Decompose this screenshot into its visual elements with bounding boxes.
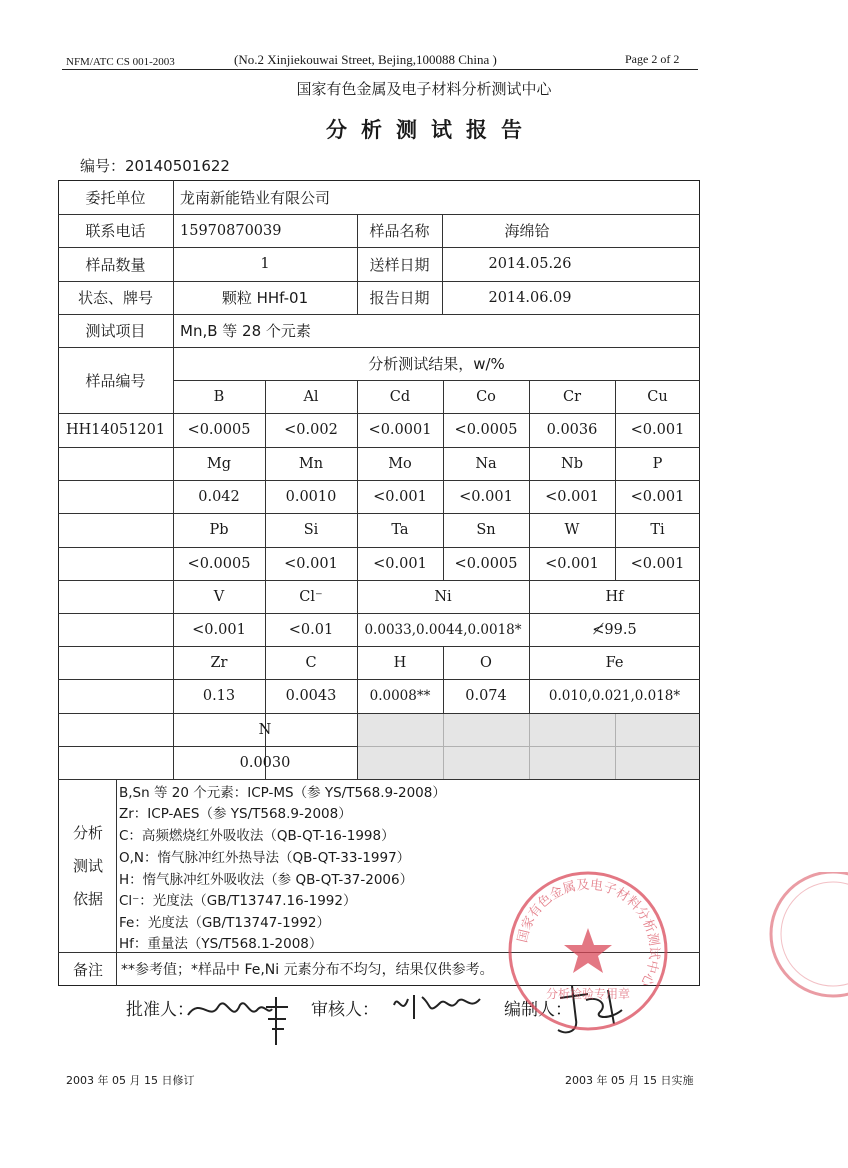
element-name: B: [213, 388, 225, 405]
element-value: <0.001: [459, 488, 513, 505]
element-name: Mg: [206, 455, 232, 472]
method-line: O,N：惰气脉冲红外热导法（QB-QT-33-1997）: [119, 850, 411, 866]
element-name: Zr: [210, 654, 228, 671]
element-value: <0.0005: [187, 422, 251, 438]
client-label: 委托单位: [85, 188, 146, 207]
element-name: Cu: [647, 388, 668, 405]
test-items-value: Mn,B 等 28 个元素: [180, 322, 311, 340]
element-name: C: [305, 654, 317, 671]
form-number: NFM/ATC CS 001-2003: [66, 56, 175, 68]
remarks-label: 备注: [72, 960, 103, 979]
element-name: W: [564, 522, 580, 538]
test-items-label: 测试项目: [85, 322, 146, 340]
element-name: P: [652, 455, 663, 472]
element-name: H: [393, 654, 407, 671]
element-value: <0.002: [284, 422, 338, 438]
sample-name-value: 海绵铪: [504, 222, 550, 240]
blank-shaded-cells: [358, 714, 699, 779]
element-name: Nb: [561, 455, 583, 472]
revision-date: 2003 年 05 月 15 日修订: [66, 1074, 195, 1087]
element-value: <0.0005: [454, 555, 518, 572]
partial-seal: [738, 872, 848, 1002]
reviewer-label: 审核人：: [311, 1000, 379, 1020]
method-line: Zr：ICP-AES（参 YS/T568.9-2008）: [119, 806, 352, 822]
results-heading: 分析测试结果，w/%: [368, 355, 505, 373]
method-line: C：高频燃烧红外吸收法（QB-QT-16-1998）: [119, 828, 395, 844]
element-name: Cl⁻: [299, 588, 323, 605]
element-value: <0.01: [288, 621, 334, 638]
implementation-date: 2003 年 05 月 15 日实施: [565, 1074, 694, 1087]
element-value: <0.001: [373, 555, 427, 572]
phone-label: 联系电话: [85, 222, 146, 240]
element-value: <0.001: [545, 488, 599, 505]
element-value: 0.0030: [239, 754, 291, 771]
element-name: O: [480, 654, 492, 671]
element-value: 0.13: [202, 688, 236, 704]
element-value: 0.0008**: [369, 688, 431, 704]
element-value: <0.001: [545, 555, 599, 572]
method-line: Cl⁻：光度法（GB/T13747.16-1992）: [119, 893, 357, 909]
quantity-value: 1: [260, 256, 270, 272]
organization-name: 国家有色金属及电子材料分析测试中心: [296, 80, 552, 98]
element-value: 0.0036: [546, 422, 598, 438]
quantity-label: 样品数量: [85, 255, 146, 274]
report-title: 分析测试报告: [326, 118, 536, 142]
element-name: Ti: [650, 522, 665, 538]
element-name: Co: [476, 388, 496, 405]
element-name: Cd: [389, 388, 411, 405]
method-line: H：惰气脉冲红外吸收法（参 QB-QT-37-2006）: [119, 872, 414, 888]
svg-text:分析检验专用章: 分析检验专用章: [545, 987, 631, 1001]
report-date-value: 2014.06.09: [488, 289, 572, 306]
element-value: <0.001: [630, 422, 685, 438]
basis-label-1: 分析: [72, 824, 103, 842]
element-value: <0.0001: [368, 422, 432, 438]
basis-label-2: 测试: [72, 857, 103, 875]
sample-no-label: 样品编号: [85, 371, 146, 390]
element-name: Fe: [605, 654, 624, 671]
official-seal: [503, 866, 673, 1036]
col-divider: [116, 779, 117, 986]
element-name: Cr: [562, 388, 582, 405]
client-value: 龙南新能锆业有限公司: [180, 188, 331, 207]
compiler-label: 编制人：: [504, 1000, 572, 1020]
svg-text:国家有色金属及电子材料分析测试中心: 国家有色金属及电子材料分析测试中心: [515, 877, 662, 989]
element-name: Pb: [209, 522, 229, 538]
element-name: N: [258, 721, 272, 738]
state-value: 颗粒 HHf-01: [221, 289, 309, 307]
method-line: B,Sn 等 20 个元素：ICP-MS（参 YS/T568.9-2008）: [119, 785, 446, 801]
element-value: <0.0005: [454, 422, 518, 438]
report-number: 编号：20140501622: [80, 157, 230, 175]
method-line: Fe：光度法（GB/T13747-1992）: [119, 915, 331, 931]
element-value: <0.001: [192, 621, 246, 638]
state-label: 状态、牌号: [77, 289, 153, 307]
element-value: <0.001: [373, 488, 427, 505]
element-value: <0.001: [630, 488, 685, 505]
element-value: 0.0010: [285, 488, 337, 505]
delivery-date-label: 送样日期: [369, 255, 430, 274]
element-value: <0.001: [284, 555, 338, 572]
element-name: V: [213, 588, 225, 605]
lab-address: (No.2 Xinjiekouwai Street, Bejing,100088 China ): [234, 52, 497, 67]
element-name: Hf: [605, 588, 624, 605]
element-name: Na: [475, 455, 497, 472]
element-value: 0.0033,0.0044,0.0018*: [364, 621, 522, 638]
phone-value: 15970870039: [180, 222, 282, 239]
element-name: Ni: [434, 588, 452, 605]
report-date-label: 报告日期: [369, 289, 430, 307]
element-name: Al: [303, 388, 319, 405]
row-divider: [58, 779, 700, 780]
element-value: 0.010,0.021,0.018*: [548, 688, 681, 704]
element-value: <0.0005: [187, 555, 251, 572]
element-value: 0.042: [198, 488, 240, 505]
element-name: Sn: [476, 522, 496, 538]
element-value: <0.001: [630, 555, 685, 572]
element-name: Si: [303, 522, 319, 538]
approver-signature: [180, 985, 310, 1055]
header-rule: [62, 69, 698, 70]
page-indicator: Page 2 of 2: [625, 52, 680, 66]
approver-label: 批准人：: [126, 1000, 194, 1020]
element-name: Mn: [298, 455, 324, 472]
remarks-text: **参考值；*样品中 Fe,Ni 元素分布不均匀，结果仅供参考。: [121, 962, 494, 978]
method-line: Hf：重量法（YS/T568.1-2008）: [119, 936, 323, 952]
element-value: 0.074: [465, 688, 507, 704]
element-value: 0.0043: [285, 688, 337, 704]
element-name: Ta: [391, 522, 409, 538]
delivery-date-value: 2014.05.26: [488, 256, 572, 272]
sample-name-label: 样品名称: [369, 222, 430, 240]
basis-label-3: 依据: [72, 890, 103, 908]
reviewer-signature: [384, 985, 494, 1030]
element-value: ≮99.5: [592, 621, 637, 638]
element-name: Mo: [388, 455, 412, 472]
sample-no-value: HH14051201: [65, 422, 166, 438]
